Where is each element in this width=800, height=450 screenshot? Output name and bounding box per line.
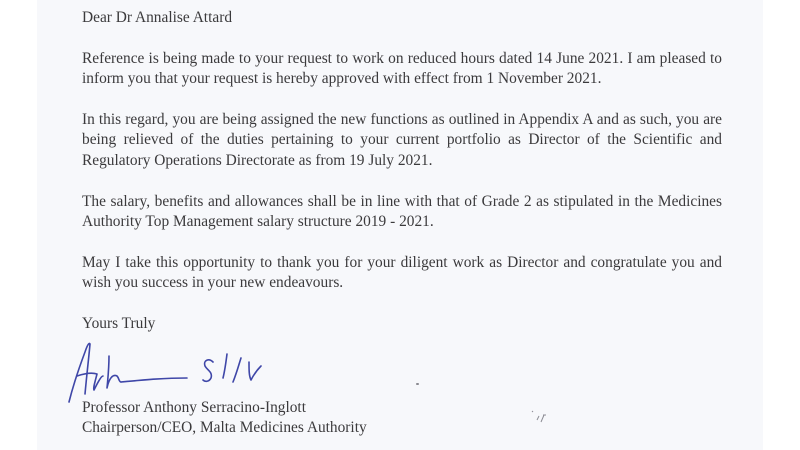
closing: Yours Truly: [82, 314, 156, 332]
signature-stroke: [203, 360, 213, 381]
signature-stroke: [77, 373, 103, 390]
paragraph-line: In this regard, you are being assigned the new functions as outlined in Appendix A and as such, you are: [82, 110, 722, 128]
paragraph-line: inform you that your request is hereby approved with effect from 1 November 2021.: [82, 70, 602, 88]
handwritten-signature: [63, 336, 293, 406]
salutation: Dear Dr Annalise Attard: [82, 9, 233, 26]
signatory-title: Chairperson/CEO, Malta Medicines Authority: [82, 419, 367, 437]
paragraph-line: Regulatory Operations Directorate as from 19 July 2021.: [82, 151, 433, 169]
signature-stroke: [249, 362, 261, 380]
paragraph-new-functions: [82, 110, 722, 171]
paragraph-salary: [82, 192, 722, 233]
paragraph-line: Authority Top Management salary structure 2019 - 2021.: [82, 212, 434, 230]
signature-stroke: [233, 358, 241, 382]
spacer: [82, 90, 722, 110]
spacer: [82, 28, 722, 48]
signatory-name: Professor Anthony Serracino-Inglott: [82, 399, 306, 416]
scanned-letter-page: [37, 0, 763, 450]
signature-stroke: [107, 356, 121, 388]
faint-scan-marks: [531, 410, 551, 424]
paragraph-line: The salary, benefits and allowances shall be in line with that of Grade 2 as stipulated in the Medicines: [82, 192, 722, 210]
signature-stroke: [121, 378, 187, 382]
spacer: [82, 232, 722, 252]
letter-body: [82, 8, 722, 334]
spacer: [82, 293, 722, 313]
signatory-block: [82, 398, 367, 439]
paragraph-reduced-hours: [82, 49, 722, 90]
paragraph-line: Reference is being made to your request to work on reduced hours dated 14 June 2021. I am pleased to: [82, 49, 722, 67]
paragraph-thanks: [82, 253, 722, 294]
scan-speck: [416, 383, 419, 385]
paragraph-line: being relieved of the duties pertaining to your current portfolio as Director of the Scientific and: [82, 131, 722, 149]
signature-stroke: [223, 354, 227, 378]
spacer: [82, 171, 722, 191]
paragraph-line: wish you success in your new endeavours.: [82, 274, 344, 292]
paragraph-line: May I take this opportunity to thank you for your diligent work as Director and congratulate you and: [82, 253, 722, 271]
